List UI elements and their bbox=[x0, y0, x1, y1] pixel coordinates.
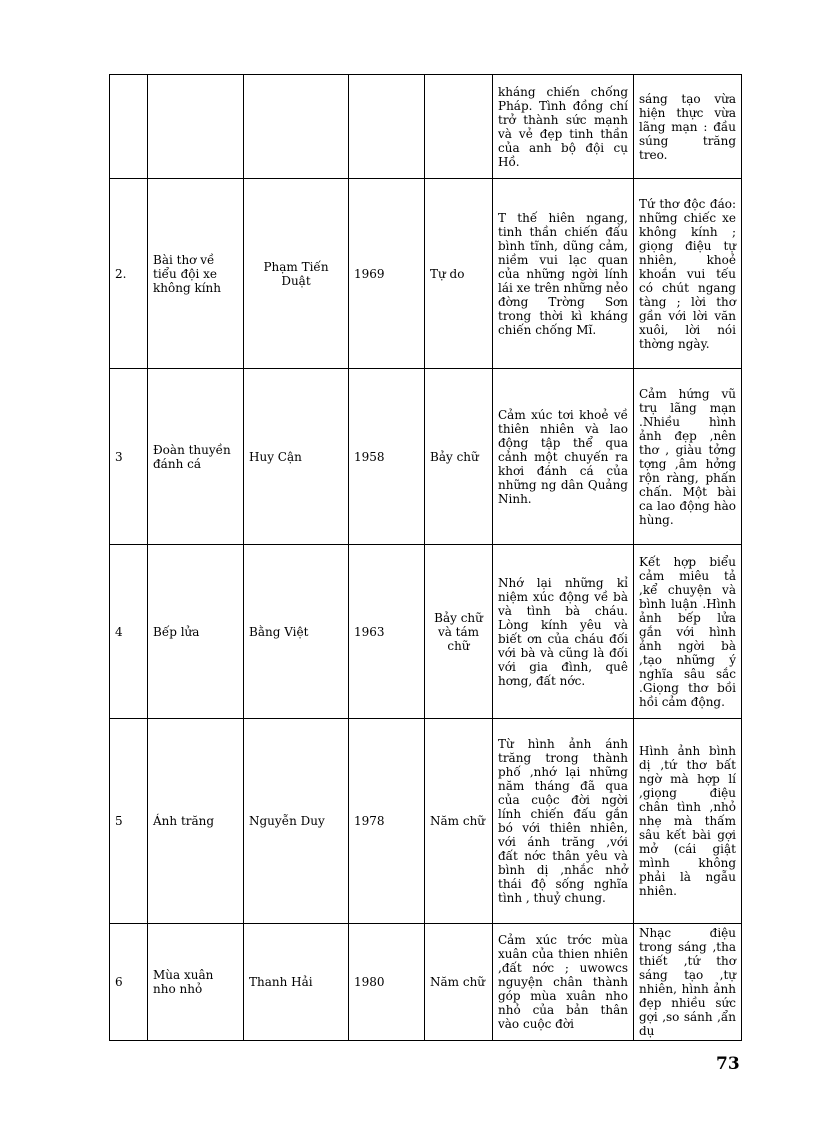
poem-title: Đoàn thuyền đánh cá bbox=[148, 369, 244, 545]
table-row bbox=[110, 75, 742, 179]
poem-author: Phạm Tiến Duật bbox=[244, 179, 349, 369]
page-number: 73 bbox=[716, 1054, 740, 1074]
poem-author bbox=[244, 75, 349, 179]
table-row bbox=[110, 924, 742, 1041]
poem-art: Kết hợp biểu cảm miêu tả ,kể chuyện và bình luận .Hình ảnh bếp lửa gắn với hình ảnh ngời bà ,tạo những ý nghĩa sâu sắc .Giọng thơ bồi hồi cảm động. bbox=[634, 545, 742, 719]
poem-art: Hình ảnh bình dị ,tứ thơ bất ngờ mà hợp lí ,giọng điệu chân tình ,nhỏ nhẹ mà thấm sâu kết bài gợi mở (cái giật mình không phải là ngẫu nhiên. bbox=[634, 719, 742, 924]
poem-content: Cảm xúc trớc mùa xuân của thien nhiên ,đất nớc ; uwowcs nguyện chân thành góp mùa xuân nho nhỏ của bản thân vào cuộc đời bbox=[493, 924, 634, 1041]
row-number: 2. bbox=[110, 179, 148, 369]
poem-title: Bài thơ về tiểu đội xe không kính bbox=[148, 179, 244, 369]
poem-author: Huy Cận bbox=[244, 369, 349, 545]
poem-art: Tứ thơ độc đáo: những chiếc xe không kính ; giọng điệu tự nhiên, khoẻ khoắn vui tếu có chút ngang tàng ; lời thơ gần với lời văn xuôi, lời nói thờng ngày. bbox=[634, 179, 742, 369]
poem-content: kháng chiến chống Pháp. Tình đồng chí trở thành sức mạnh và vẻ đẹp tinh thần của anh bộ đội cụ Hồ. bbox=[493, 75, 634, 179]
poem-year: 1958 bbox=[349, 369, 425, 545]
poem-title: Bếp lửa bbox=[148, 545, 244, 719]
poem-author: Bằng Việt bbox=[244, 545, 349, 719]
table-row bbox=[110, 545, 742, 719]
poem-form: Tự do bbox=[425, 179, 493, 369]
poem-art: sáng tạo vừa hiện thực vừa lãng mạn : đầu súng trăng treo. bbox=[634, 75, 742, 179]
poems-table bbox=[109, 74, 742, 1041]
table-row bbox=[110, 719, 742, 924]
poem-form: Năm chữ bbox=[425, 719, 493, 924]
row-number: 4 bbox=[110, 545, 148, 719]
poem-form bbox=[425, 75, 493, 179]
row-number: 3 bbox=[110, 369, 148, 545]
poem-form: Năm chữ bbox=[425, 924, 493, 1041]
poem-content: T thế hiên ngang, tinh thần chiến đấu bình tĩnh, dũng cảm, niềm vui lạc quan của những ngời lính lái xe trên những nẻo đờng Trờng Sơn trong thời kì kháng chiến chống Mĩ. bbox=[493, 179, 634, 369]
poem-content: Từ hình ảnh ánh trăng trong thành phố ,nhớ lại những năm tháng đã qua của cuộc đời ngời lính chiến đấu gắn bó với thiên nhiên, với ánh trăng ,với đất nớc thân yêu và bình dị ,nhắc nhở thái độ sống nghĩa tình , thuỷ chung. bbox=[493, 719, 634, 924]
row-number bbox=[110, 75, 148, 179]
poem-art: Nhạc điệu trong sáng ,tha thiết ,tứ thơ sáng tạo ,tự nhiên, hình ảnh đẹp nhiều sức gợi ,so sánh ,ẩn dụ bbox=[634, 924, 742, 1041]
poem-art: Cảm hứng vũ trụ lãng mạn .Nhiều hình ảnh đẹp ,nên thơ , giàu tởng tợng ,âm hởng rộn ràng, phấn chấn. Một bài ca lao động hào hùng. bbox=[634, 369, 742, 545]
poem-title bbox=[148, 75, 244, 179]
poem-year: 1978 bbox=[349, 719, 425, 924]
poem-form: Bảy chữ bbox=[425, 369, 493, 545]
poem-content: Cảm xúc tơi khoẻ về thiên nhiên và lao động tập thể qua cảnh một chuyến ra khơi đánh cá của những ng dân Quảng Ninh. bbox=[493, 369, 634, 545]
poem-author: Thanh Hải bbox=[244, 924, 349, 1041]
table-row bbox=[110, 369, 742, 545]
poem-form: Bảy chữ và tám chữ bbox=[425, 545, 493, 719]
poem-author: Nguyễn Duy bbox=[244, 719, 349, 924]
poem-year bbox=[349, 75, 425, 179]
poem-year: 1980 bbox=[349, 924, 425, 1041]
row-number: 6 bbox=[110, 924, 148, 1041]
poem-title: Mùa xuân nho nhỏ bbox=[148, 924, 244, 1041]
table-row bbox=[110, 179, 742, 369]
poem-year: 1963 bbox=[349, 545, 425, 719]
row-number: 5 bbox=[110, 719, 148, 924]
poem-title: Ánh trăng bbox=[148, 719, 244, 924]
poem-year: 1969 bbox=[349, 179, 425, 369]
poem-content: Nhớ lại những kỉ niệm xúc động về bà và tình bà cháu. Lòng kính yêu và biết ơn của cháu đối với bà và cũng là đối với gia đình, quê hơng, đất nớc. bbox=[493, 545, 634, 719]
